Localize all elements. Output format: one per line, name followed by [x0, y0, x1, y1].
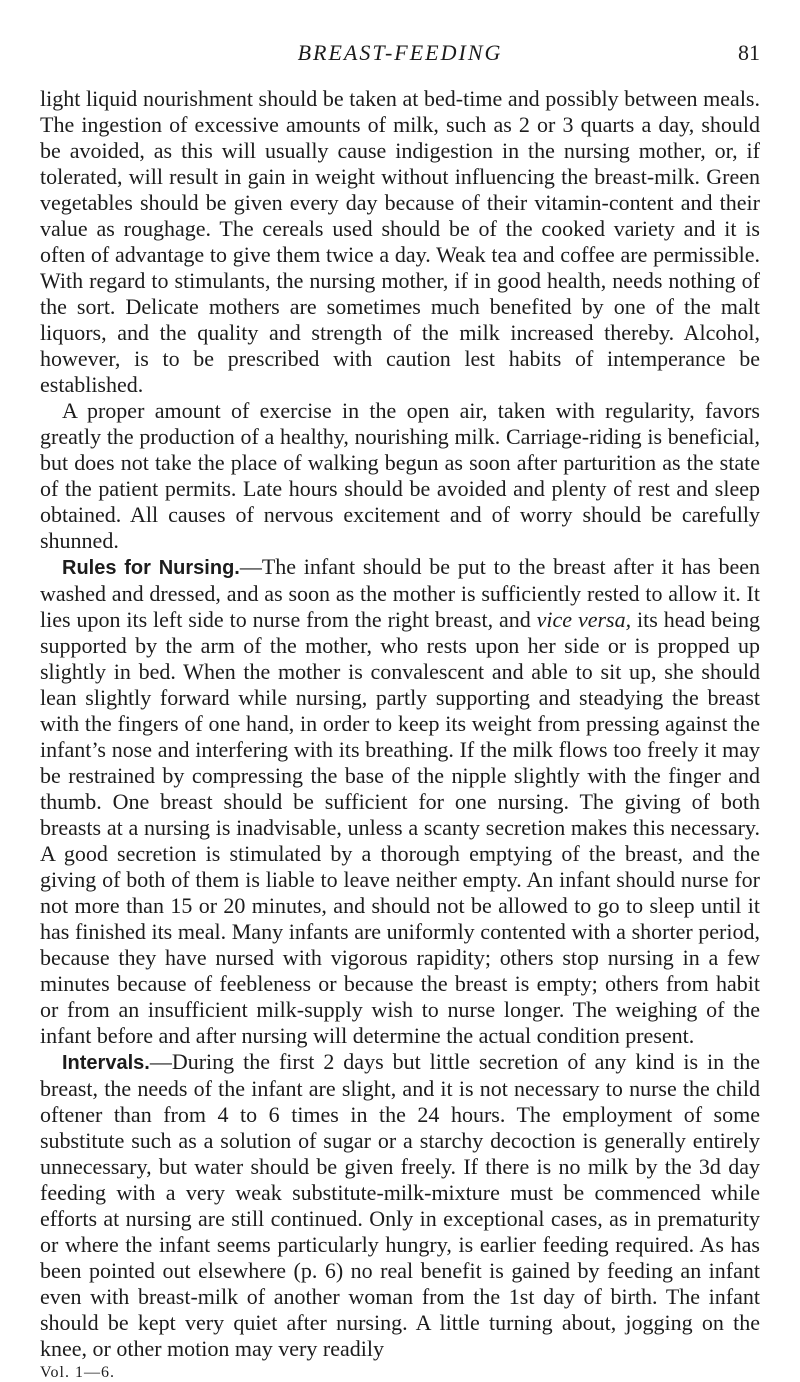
- paragraph-rules-for-nursing: [40, 554, 760, 1049]
- body-text: [40, 86, 760, 1362]
- running-head: BREAST-FEEDING: [297, 40, 503, 65]
- intervals-text: —During the first 2 days but little secretion of any kind is in the breast, the needs of the infant are slight, and it is not necessary to nurse the child oftener than from 4 to 6 times in the 24 hours. The employment of some substitute such as a solution of sugar or a starchy decoction is generally entirely unnecessary, but water should be given freely. If there is no milk by the 3d day feeding with a very weak substitute-milk-mixture must be commenced while efforts at nursing are still continued. Only in exceptional cases, as in prematurity or where the infant seems particularly hungry, is earlier feeding required. As has been pointed out elsewhere (p. 6) no real benefit is gained by feeding an infant even with breast-milk of another woman from the 1st day of birth. The infant should be kept very quiet after nursing. A little turning about, jogging on the knee, or other motion may very readily: [40, 1049, 760, 1361]
- volume-signature: Vol. 1—6.: [40, 1364, 115, 1381]
- page-number: 81: [738, 40, 760, 65]
- paragraph-intervals: [40, 1049, 760, 1362]
- rules-text-italic: vice versa,: [536, 607, 632, 632]
- rules-text-part-2: its head being supported by the arm of the mother, who rests upon her side or is propped up slightly in bed. When the mother is convalescent and able to sit up, she should lean slightly forward while nursing, partly supporting and steadying the breast with the fingers of one hand, in order to keep its weight from pressing against the infant’s nose and interfering with its breathing. If the milk flows too freely it may be restrained by compressing the base of the nipple slightly with the finger and thumb. One breast should be sufficient for one nursing. The giving of both breasts at a nursing is inadvisable, unless a scanty secretion makes this necessary. A good secretion is stimulated by a thorough emptying of the breast, and the giving of both of them is liable to leave neither empty. An infant should nurse for not more than 15 or 20 minutes, and should not be allowed to go to sleep until it has finished its meal. Many infants are uniformly contented with a shorter period, because they have nursed with vigorous rapidity; others stop nursing in a few minutes because of feebleness or because the breast is empty; others from habit or from an insufficient milk-supply wish to nurse longer. The weighing of the infant before and after nursing will determine the actual condition present.: [40, 607, 760, 1048]
- paragraph-exercise: A proper amount of exercise in the open air, taken with regularity, favors greatly the production of a healthy, nourishing milk. Carriage-riding is beneficial, but does not take the place of walking begun as soon after parturition as the state of the patient permits. Late hours should be avoided and plenty of rest and sleep obtained. All causes of nervous excitement and of worry should be carefully shunned.: [40, 398, 760, 553]
- rules-text-part-1: —The infant should be put to the breast after it has been washed and dressed, and as soon as the mother is sufficiently rested to allow it. It lies upon its left side to nurse from the right breast, and: [40, 554, 760, 632]
- page: [40, 30, 760, 1382]
- section-heading-rules-for-nursing: Rules for Nursing.: [62, 557, 240, 579]
- paragraph-diet: light liquid nourishment should be taken at bed-time and possibly between meals. The ingestion of excessive amounts of milk, such as 2 or 3 quarts a day, should be avoided, as this will usually cause indigestion in the nursing mother, or, if tolerated, will result in gain in weight without influencing the breast-milk. Green vegetables should be given every day because of their vitamin-content and their value as roughage. The cereals used should be of the cooked variety and it is often of advantage to give them twice a day. Weak tea and coffee are permissible. With regard to stimulants, the nursing mother, if in good health, needs nothing of the sort. Delicate mothers are sometimes much benefited by one of the malt liquors, and the quality and strength of the milk increased thereby. Alcohol, however, is to be prescribed with caution lest habits of intemperance be established.: [40, 86, 760, 397]
- page-header: [40, 30, 760, 74]
- section-heading-intervals: Intervals.: [62, 1052, 150, 1074]
